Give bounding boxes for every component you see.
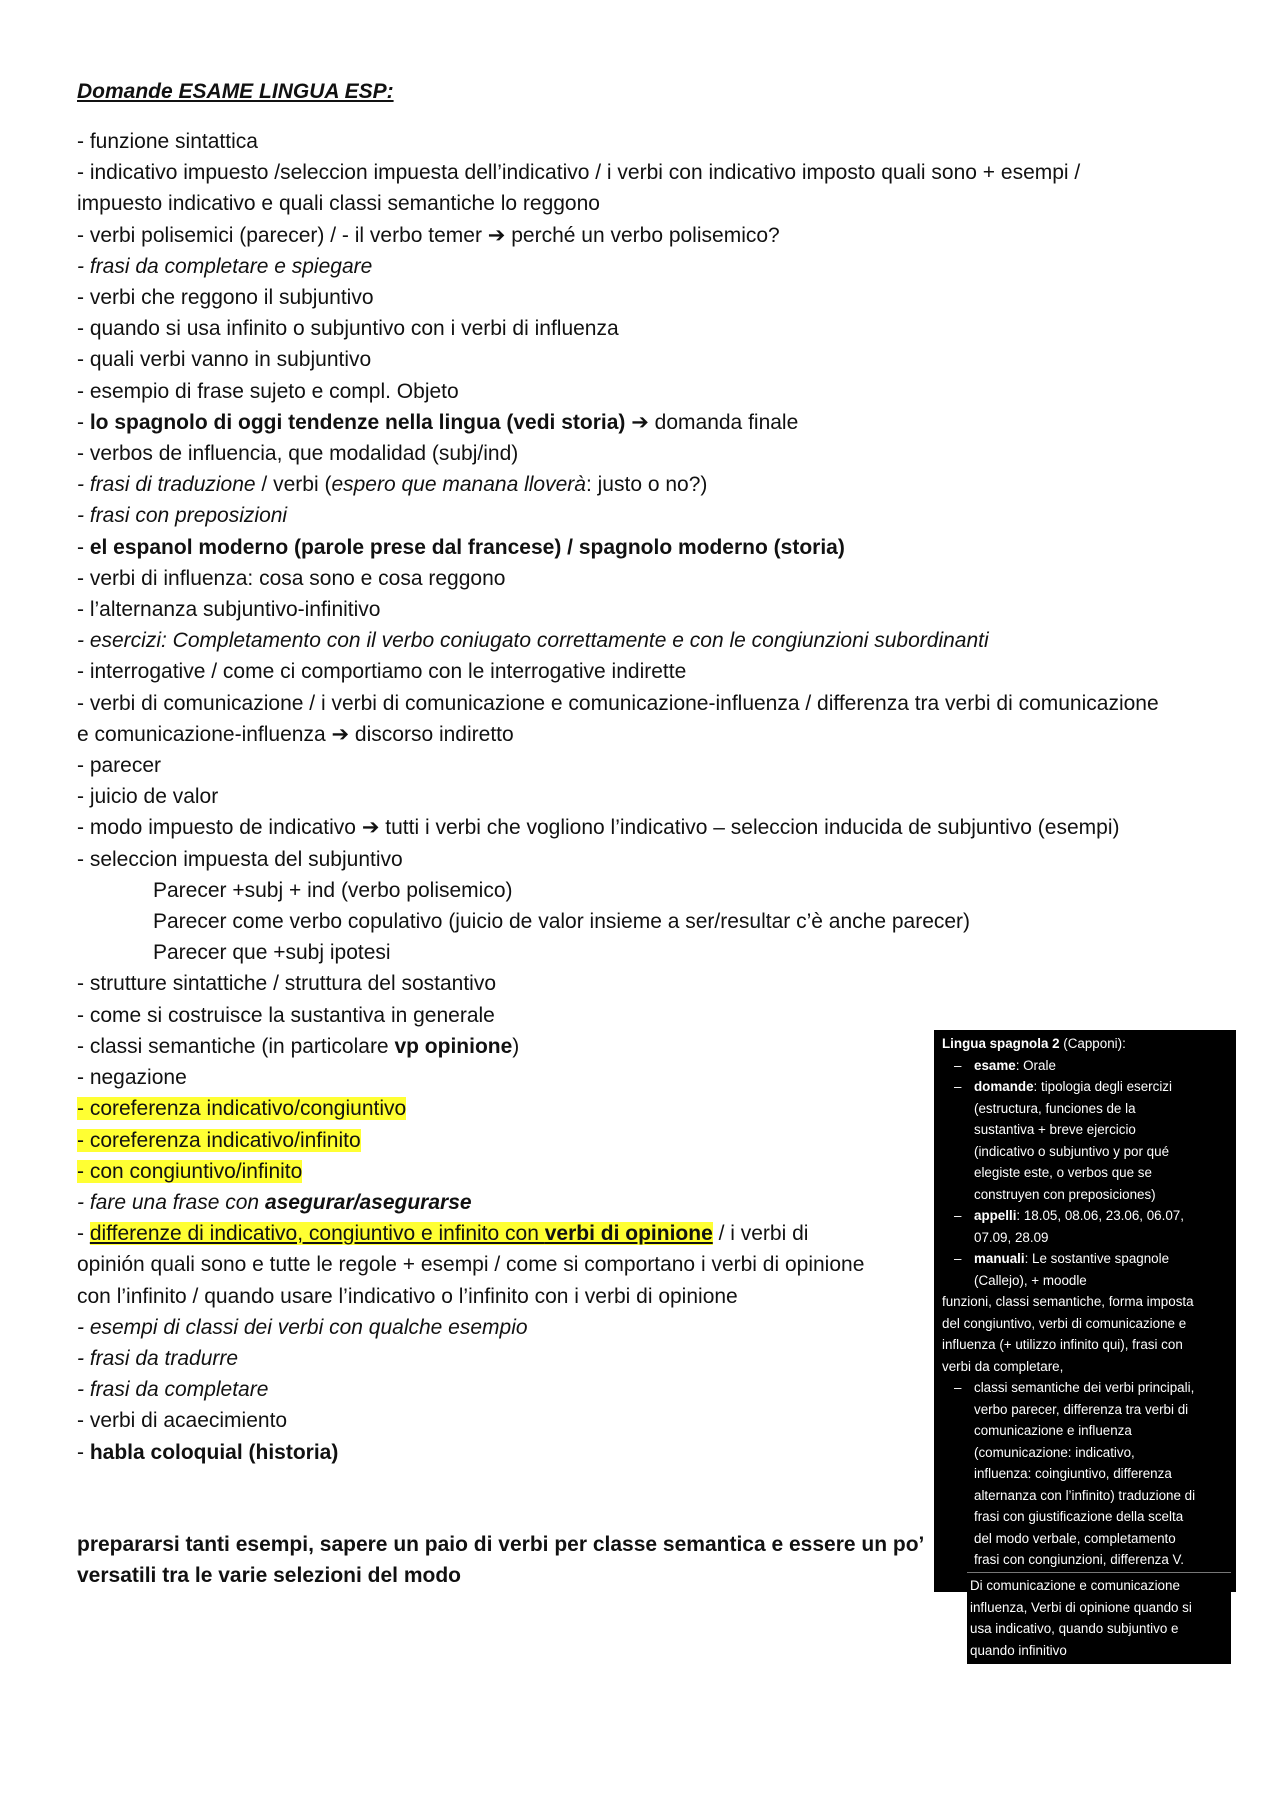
arrow-icon: ➔: [487, 223, 506, 247]
list-item: impuesto indicativo e quali classi semantiche lo reggono: [77, 192, 600, 216]
list-item: - fare una frase con asegurar/asegurarse: [77, 1190, 472, 1214]
list-item: - classi semantiche (in particolare vp opinione): [77, 1034, 520, 1058]
arrow-icon: ➔: [361, 816, 380, 840]
list-item: - interrogative / come ci comportiamo con le interrogative indirette: [77, 660, 687, 684]
list-item: - frasi con preposizioni: [77, 504, 288, 528]
list-item: - verbos de influencia, que modalidad (subj/ind): [77, 442, 519, 466]
list-subitem: Parecer +subj + ind (verbo polisemico): [153, 878, 513, 902]
list-item: - seleccion impuesta del subjuntivo: [77, 847, 403, 871]
list-item: - strutture sintattiche / struttura del sostantivo: [77, 972, 497, 996]
list-item: - differenze di indicativo, congiuntivo e infinito con verbi di opinione / i verbi di: [77, 1222, 809, 1246]
list-item: - verbi di acaecimiento: [77, 1409, 288, 1433]
list-subitem: Parecer que +subj ipotesi: [153, 941, 391, 965]
list-item: opinión quali sono e tutte le regole + esempi / come si comportano i verbi di opinione: [77, 1253, 865, 1277]
list-subitem: Parecer come verbo copulativo (juicio de valor insieme a ser/resultar c’è anche parecer): [153, 910, 971, 934]
list-item: - esempi di classi dei verbi con qualche esempio: [77, 1315, 528, 1339]
list-item: - modo impuesto de indicativo ➔ tutti i verbi che vogliono l’indicativo – seleccion inducida de subjuntivo (esempi): [77, 816, 1120, 840]
list-item: - esercizi: Completamento con il verbo coniugato correttamente e con le congiunzioni subordinanti: [77, 629, 989, 653]
highlighted-item: - con congiuntivo/infinito: [77, 1159, 303, 1183]
list-item: - esempio di frase sujeto e compl. Objeto: [77, 379, 459, 403]
list-item: - verbi polisemici (parecer) / - il verbo temer ➔ perché un verbo polisemico?: [77, 223, 780, 247]
closing-note: prepararsi tanti esempi, sapere un paio di verbi per classe semantica e essere un po’ versatili tra le varie selezioni del modo: [77, 1533, 925, 1588]
highlighted-item: - coreferenza indicativo/infinito: [77, 1128, 361, 1152]
list-item: - verbi di comunicazione / i verbi di comunicazione e comunicazione-influenza / differenza tra verbi di comunicazione: [77, 691, 1159, 715]
page-title: Domande ESAME LINGUA ESP:: [77, 80, 394, 103]
list-item: - habla coloquial (historia): [77, 1440, 339, 1464]
embedded-screenshot-continuation: Di comunicazione e comunicazione influenza, Verbi di opinione quando si usa indicativo, quando subjuntivo e quando infinitivo: [967, 1572, 1231, 1664]
list-item: - frasi di traduzione / verbi (espero que manana lloverà: justo o no?): [77, 473, 708, 497]
list-item: - frasi da completare: [77, 1378, 269, 1402]
list-item: con l’infinito / quando usare l’indicativo o l’infinito con i verbi di opinione: [77, 1284, 738, 1308]
list-item: - lo spagnolo di oggi tendenze nella lingua (vedi storia) ➔ domanda finale: [77, 410, 799, 434]
list-item: - funzione sintattica: [77, 130, 258, 153]
list-item: - el espanol moderno (parole prese dal francese) / spagnolo moderno (storia): [77, 535, 845, 559]
list-item: - quando si usa infinito o subjuntivo con i verbi di influenza: [77, 317, 619, 341]
embedded-screenshot: Lingua spagnola 2 (Capponi): – esame: Orale – domande: tipologia degli esercizi (estructura, funciones de la sustantiva + breve ejercicio (indicativo o subjuntivo y por qué elegiste este, o verbos que se construyen con preposiciones) – appelli: 18.05, 08.06, 23.06, 06.07, 07.09, 28.09 – manuali: Le sostantive spagnole (Callejo), + moodle funzioni, classi semantiche, forma imposta del congiuntivo, verbi di comunicazione e influenza (+ utilizzo infinito qui), frasi con verbi da completare, – classi semantiche dei verbi principali, verbo parecer, differenza tra verbi di comunicazione e influenza (comunicazione: indicativo, influenza: coingiuntivo, differenza alternanza con l’infinito) traduzione di frasi con giustificazione della scelta del modo verbale, completamento frasi con congiunzioni, differenza V.: [934, 1030, 1236, 1592]
list-item: - frasi da completare e spiegare: [77, 254, 373, 278]
list-item: - negazione: [77, 1066, 187, 1090]
list-item: - parecer: [77, 754, 162, 778]
arrow-icon: ➔: [631, 410, 649, 434]
arrow-icon: ➔: [331, 722, 350, 746]
list-item: - quali verbi vanno in subjuntivo: [77, 348, 372, 372]
list-item: - come si costruisce la sustantiva in generale: [77, 1003, 495, 1027]
list-item: e comunicazione-influenza ➔ discorso indiretto: [77, 722, 514, 746]
highlighted-item: - coreferenza indicativo/congiuntivo: [77, 1097, 407, 1121]
list-item: - indicativo impuesto /seleccion impuesta dell’indicativo / i verbi con indicativo imposto quali sono + esempi /: [77, 161, 1081, 185]
list-item: - juicio de valor: [77, 785, 219, 809]
list-item: - l’alternanza subjuntivo-infinitivo: [77, 598, 381, 622]
list-item: - verbi di influenza: cosa sono e cosa reggono: [77, 566, 506, 590]
list-item: - frasi da tradurre: [77, 1346, 239, 1370]
list-item: - verbi che reggono il subjuntivo: [77, 286, 374, 310]
